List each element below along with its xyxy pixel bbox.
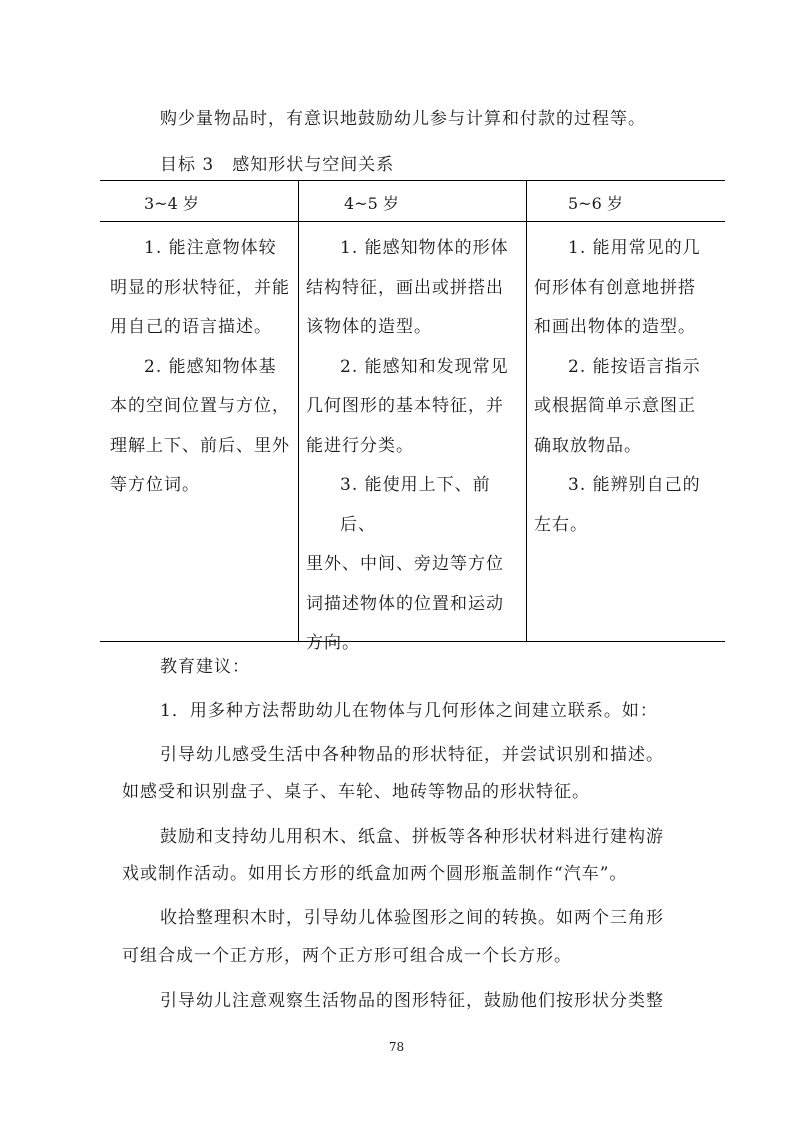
table-line: 左右。 [534,514,588,535]
table-line: 和画出物体的造型。 [534,317,696,337]
table-line: 确取放物品。 [534,435,642,456]
suggestions-heading: 教育建议： [160,657,250,677]
header-age-4-5: 4~5 岁 [344,194,399,213]
table-line: 等方位词。 [110,475,200,495]
paragraph-line: 如感受和识别盘子、桌子、车轮、地砖等物品的形状特征。 [122,782,590,802]
table-line: 结构特征，画出或拼搭出 [306,277,504,298]
goal-heading: 目标 3 感知形状与空间关系 [160,155,395,175]
table-line: 1. 能用常见的几 [568,238,701,258]
table-line: 里外、中间、旁边等方位 [306,554,504,574]
table-line: 2. 能感知和发现常见 [340,356,509,377]
paragraph-line: 鼓励和支持幼儿用积木、纸盒、拼板等各种形状材料进行建构游 [160,827,664,847]
table-line: 3. 能使用上下、前后、 [340,475,491,535]
table-line: 1. 能注意物体较 [144,238,277,258]
paragraph-line: 可组合成一个正方形，两个正方形可组合成一个长方形。 [122,946,572,966]
paragraph-line: 1．用多种方法帮助幼儿在物体与几何形体之间建立联系。如： [160,701,658,721]
column-age-4-5 [306,229,524,664]
column-divider [526,181,527,641]
column-age-3-4 [110,229,296,506]
paragraph-line: 引导幼儿感受生活中各种物品的形状特征，并尝试识别和描述。 [160,745,664,765]
paragraph-line: 引导幼儿注意观察生活物品的图形特征，鼓励他们按形状分类整 [160,991,664,1011]
column-divider [298,181,299,641]
table-line: 几何图形的基本特征，并 [306,396,504,416]
table-line: 3. 能辨别自己的 [568,475,701,495]
table-line: 2. 能感知物体基 [144,356,277,377]
page-number: 78 [388,1040,405,1054]
table-line: 词描述物体的位置和运动 [306,593,504,614]
table-line: 本的空间位置与方位， [110,396,290,416]
paragraph-line: 收拾整理积木时，引导幼儿体验图形之间的转换。如两个三角形 [160,908,664,928]
table-line: 能进行分类。 [306,435,414,456]
table-line: 明显的形状特征，并能 [110,277,290,298]
paragraph-line: 戏或制作活动。如用长方形的纸盒加两个圆形瓶盖制作“汽车”。 [122,864,628,884]
header-age-3-4: 3~4 岁 [144,194,199,213]
table-line: 1. 能感知物体的形体 [340,238,509,258]
goal-table [100,180,725,653]
table-line: 何形体有创意地拼搭 [534,277,696,298]
table-line: 或根据简单示意图正 [534,396,696,416]
table-line: 方向。 [306,633,360,653]
table-line: 2. 能按语言指示 [568,356,701,377]
column-age-5-6 [534,229,724,545]
table-line: 用自己的语言描述。 [110,317,272,337]
intro-line: 购少量物品时，有意识地鼓励幼儿参与计算和付款的过程等。 [160,109,646,129]
header-age-5-6: 5~6 岁 [568,194,623,213]
table-line: 理解上下、前后、里外 [110,435,290,456]
table-line: 该物体的造型。 [306,317,432,337]
